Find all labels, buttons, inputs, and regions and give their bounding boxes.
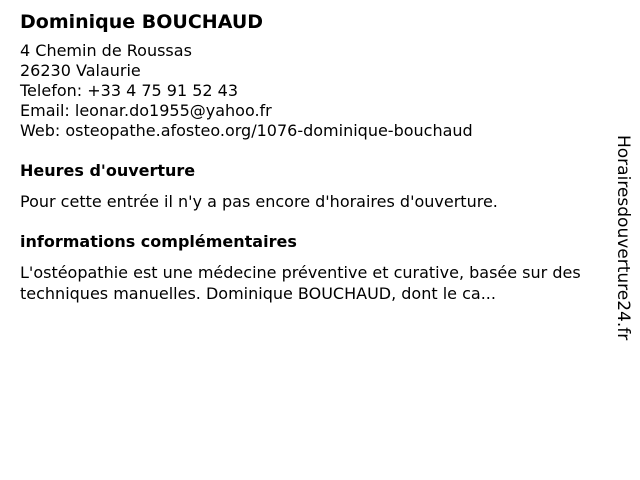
opening-hours-heading: Heures d'ouverture xyxy=(20,161,196,180)
additional-info-heading: informations complémentaires xyxy=(20,232,297,251)
brand-watermark: Horairesdouverture24.fr xyxy=(613,135,633,341)
email-address[interactable]: Email: leonar.do1955@yahoo.fr xyxy=(20,101,272,120)
listing-details xyxy=(20,10,590,304)
address-city: 26230 Valaurie xyxy=(20,61,141,80)
business-name: Dominique BOUCHAUD xyxy=(20,11,264,33)
opening-hours-text: Pour cette entrée il n'y a pas encore d'horaires d'ouverture. xyxy=(20,192,498,211)
phone-number[interactable]: Telefon: +33 4 75 91 52 43 xyxy=(20,81,239,100)
website-link[interactable]: Web: osteopathe.afosteo.org/1076-dominique-bouchaud xyxy=(20,121,473,140)
additional-info-text: L'ostéopathie est une médecine préventive et curative, basée sur des techniques manuelles. Dominique BOUCHAUD, dont le ca... xyxy=(20,263,581,303)
address-street: 4 Chemin de Roussas xyxy=(20,41,192,60)
